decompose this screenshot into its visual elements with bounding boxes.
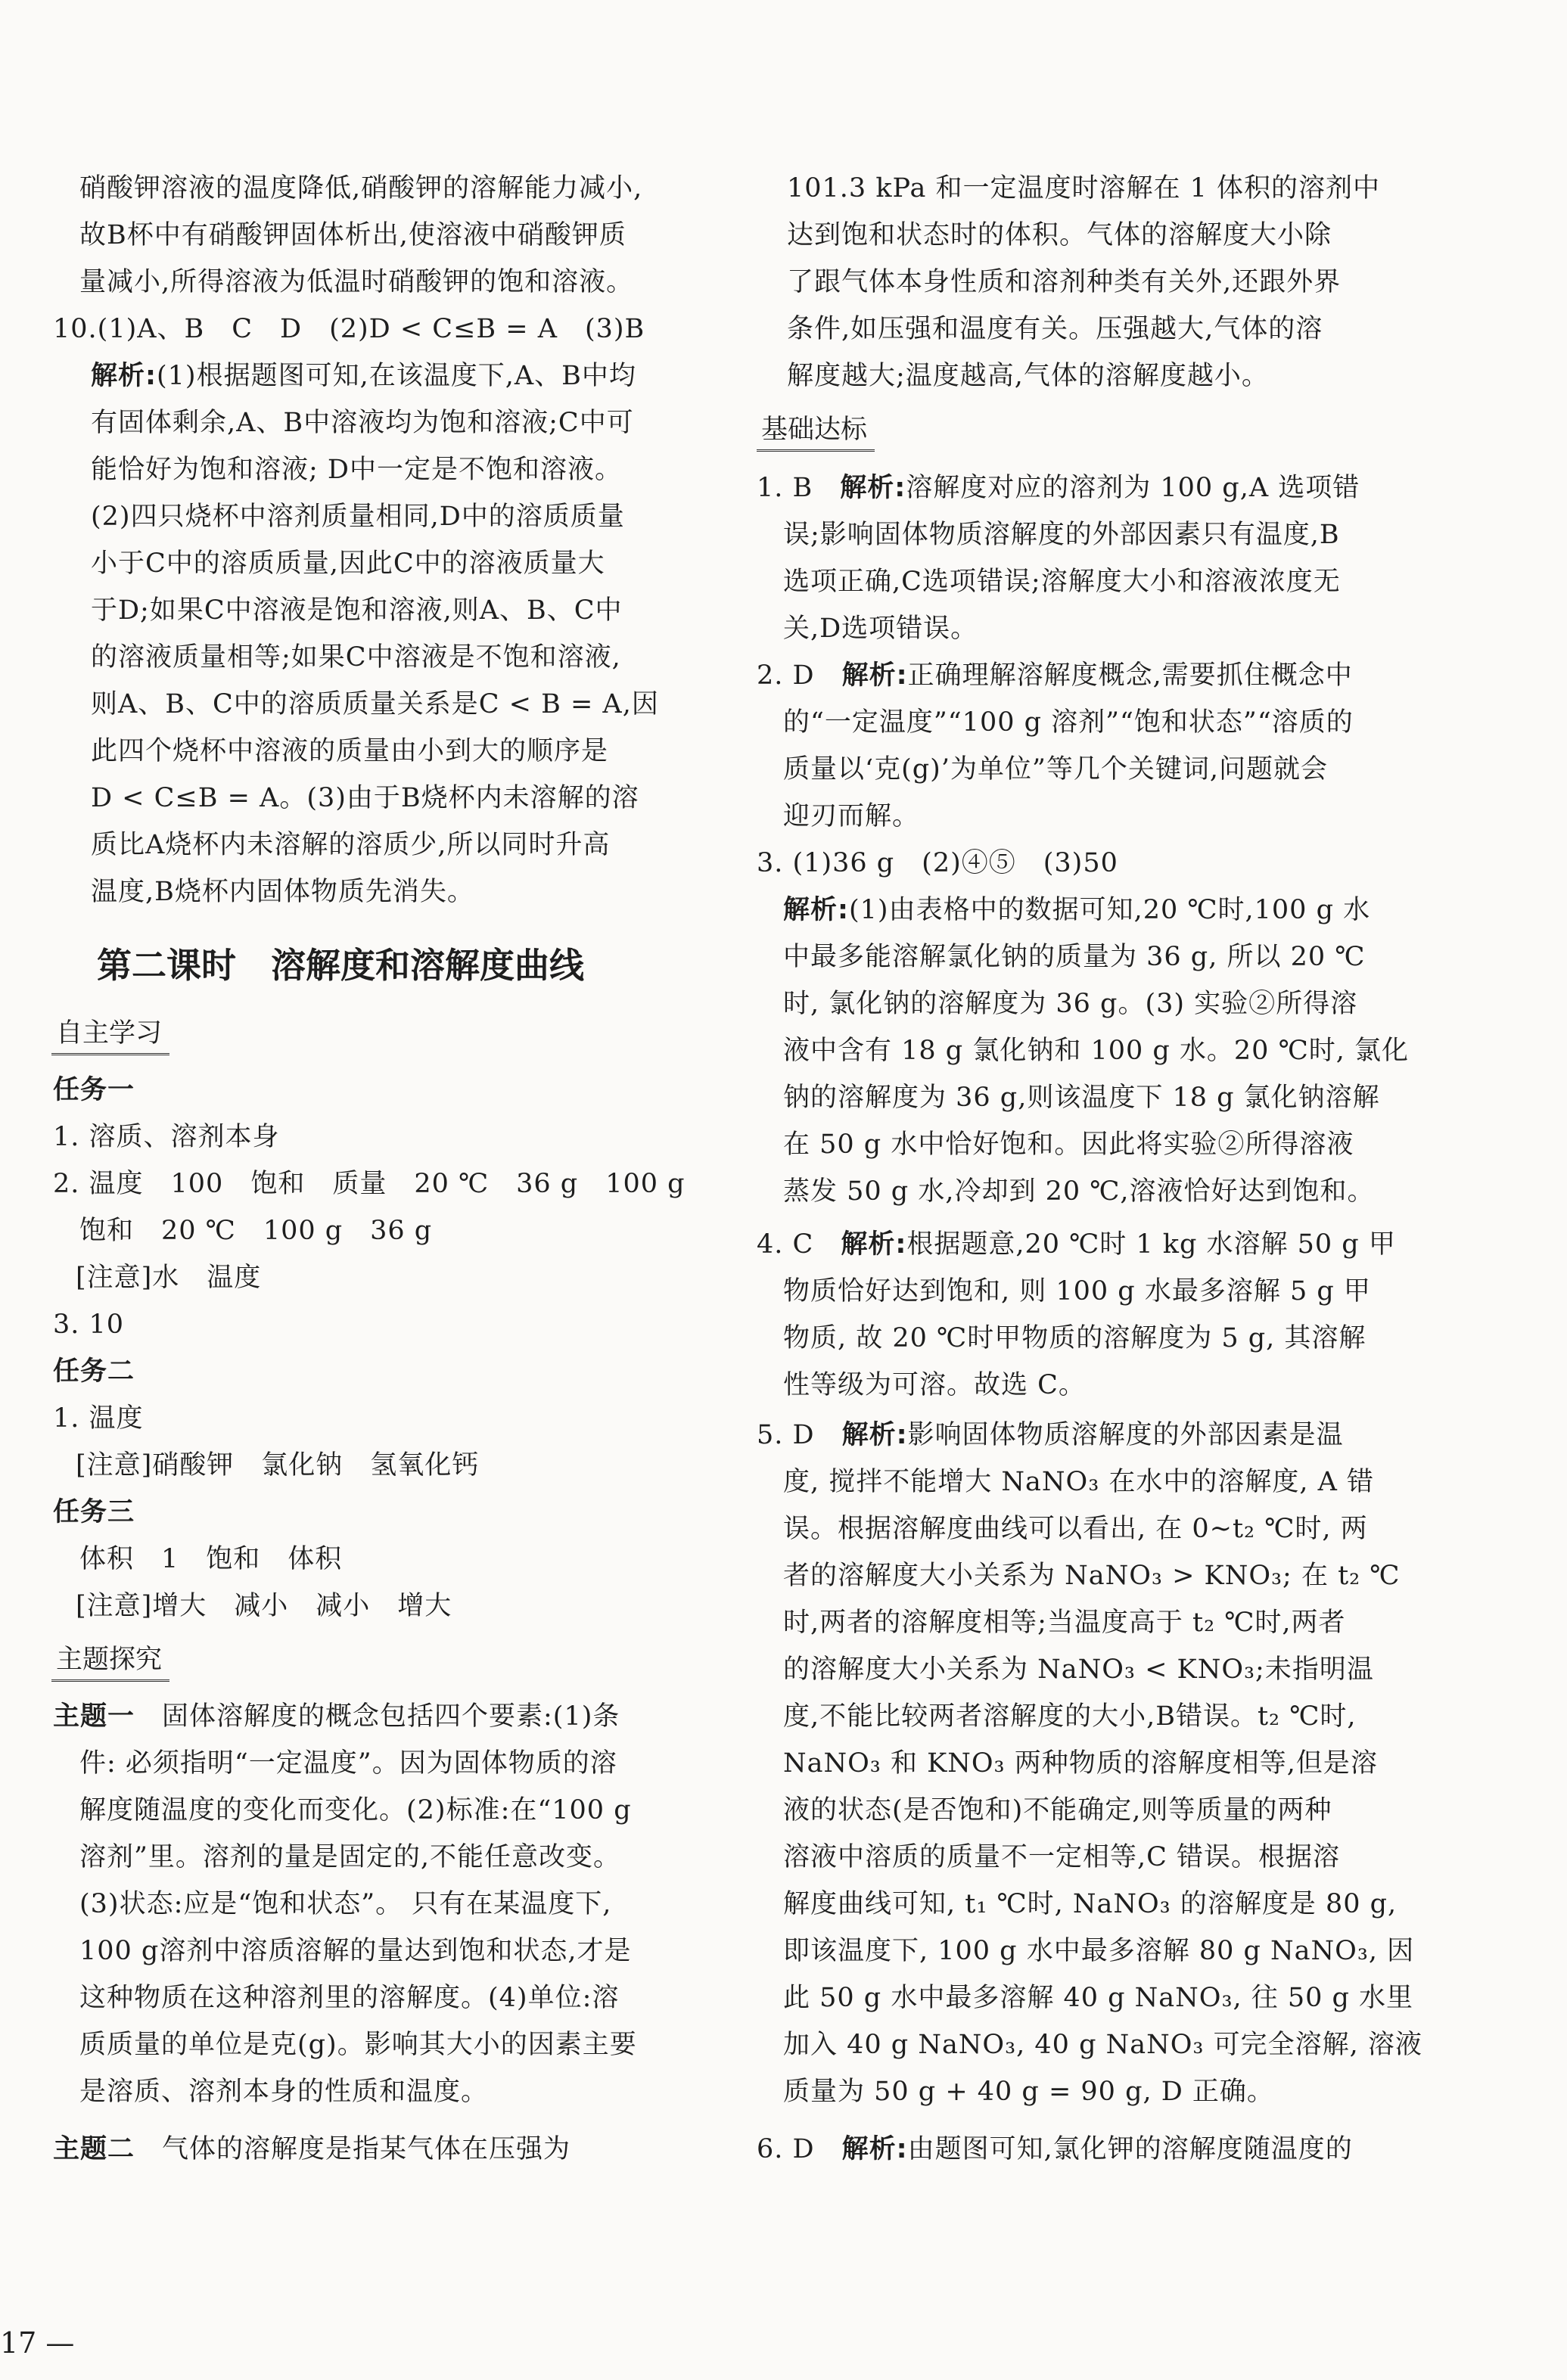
text-line: 根据题意,20 ℃时 1 kg 水溶解 50 g 甲: [906, 1229, 1396, 1260]
q3-analysis: [783, 887, 1370, 934]
text-line: 溶液中溶质的质量不一定相等,C 错误。根据溶: [783, 1842, 1341, 1872]
basic-heading: 基础达标: [757, 410, 875, 452]
text-line: 小于C中的溶质质量,因此C中的溶液质量大: [91, 548, 605, 579]
text-line: 者的溶解度大小关系为 NaNO₃ > KNO₃; 在 t₂ ℃: [783, 1561, 1401, 1591]
text-line: 加入 40 g NaNO₃, 40 g NaNO₃ 可完全溶解, 溶液: [783, 2030, 1422, 2060]
text-line: 这种物质在这种溶剂里的溶解度。(4)单位:溶: [79, 1983, 620, 2013]
topic-label: 主题一: [53, 1701, 135, 1732]
text-line: 溶解度对应的溶剂为 100 g,A 选项错: [906, 473, 1360, 503]
text-line: 2. 温度 100 饱和 质量 20 ℃ 36 g 100 g: [53, 1169, 686, 1199]
text-line: 则A、B、C中的溶质质量关系是C < B = A,因: [91, 689, 659, 719]
text-line: (3)状态:应是“饱和状态”。 只有在某温度下,: [79, 1889, 612, 1919]
text-line: 中最多能溶解氯化钠的质量为 36 g, 所以 20 ℃: [783, 942, 1366, 972]
text-line: 误。根据溶解度曲线可以看出, 在 0~t₂ ℃时, 两: [783, 1514, 1368, 1544]
text-line: 了跟气体本身性质和溶剂种类有关外,还跟外界: [787, 267, 1342, 297]
question-number: 1. B: [757, 473, 841, 503]
text-line: 时,两者的溶解度相等;当温度高于 t₂ ℃时,两者: [783, 1608, 1346, 1638]
text-line: 液中含有 18 g 氯化钠和 100 g 水。20 ℃时, 氯化: [783, 1036, 1409, 1066]
topic-heading: 主题探究: [51, 1640, 169, 1682]
task-heading: 任务三: [53, 1497, 135, 1527]
self-study-heading: 自主学习: [51, 1014, 169, 1055]
text-line: 饱和 20 ℃ 100 g 36 g: [79, 1216, 433, 1246]
text-line: 物质恰好达到饱和, 则 100 g 水最多溶解 5 g 甲: [783, 1276, 1371, 1307]
analysis-label: 解析:: [841, 660, 908, 691]
text-line: 解度越大;温度越高,气体的溶解度越小。: [787, 361, 1269, 391]
topic-two: [53, 2126, 571, 2173]
q3-answer: 3. (1)36 g (2)④⑤ (3)50: [757, 848, 1118, 878]
text-line: 达到饱和状态时的体积。气体的溶解度大小除: [787, 220, 1332, 250]
topic-one: [53, 1693, 620, 1740]
text-line: 质量以‘克(g)’为单位”等几个关键词,问题就会: [783, 754, 1328, 785]
question-number: 2. D: [757, 660, 842, 691]
text-line: 硝酸钾溶液的温度降低,硝酸钾的溶解能力减小,: [79, 173, 643, 204]
note-line: [注意]水 温度: [76, 1263, 262, 1293]
analysis-label: 解析:: [841, 2134, 908, 2164]
q2: [757, 652, 1353, 699]
text-line: 的“一定温度”“100 g 溶剂”“饱和状态”“溶质的: [783, 707, 1354, 738]
page-number: 17 —: [0, 2326, 75, 2360]
text-line: 溶剂”里。溶剂的量是固定的,不能任意改变。: [79, 1842, 621, 1872]
text-line: 量减小,所得溶液为低温时硝酸钾的饱和溶液。: [79, 267, 634, 297]
text-line: D < C≤B = A。(3)由于B烧杯内未溶解的溶: [91, 783, 639, 813]
note-line: [注意]增大 减小 减小 增大: [76, 1591, 452, 1621]
text-line: 101.3 kPa 和一定温度时溶解在 1 体积的溶剂中: [787, 173, 1381, 204]
text-line: 解度曲线可知, t₁ ℃时, NaNO₃ 的溶解度是 80 g,: [783, 1889, 1398, 1919]
task-heading: 任务二: [53, 1356, 135, 1387]
text-line: 3. 10: [53, 1310, 125, 1340]
text-line: (2)四只烧杯中溶剂质量相同,D中的溶质质量: [91, 502, 625, 532]
q5: [757, 1412, 1344, 1459]
text-line: 100 g溶剂中溶质溶解的量达到饱和状态,才是: [79, 1936, 632, 1966]
text-line: 液的状态(是否饱和)不能确定,则等质量的两种: [783, 1795, 1332, 1825]
text-line: 在 50 g 水中恰好饱和。因此将实验②所得溶液: [783, 1129, 1354, 1160]
text-line: 度, 搅拌不能增大 NaNO₃ 在水中的溶解度, A 错: [783, 1467, 1374, 1497]
q10-answer: 10.(1)A、B C D (2)D < C≤B = A (3)B: [53, 314, 645, 344]
text-line: 此四个烧杯中溶液的质量由小到大的顺序是: [91, 736, 609, 766]
text-line: 质质量的单位是克(g)。影响其大小的因素主要: [79, 2030, 637, 2060]
text-line: 蒸发 50 g 水,冷却到 20 ℃,溶液恰好达到饱和。: [783, 1176, 1375, 1207]
text-line: 质比A烧杯内未溶解的溶质少,所以同时升高: [91, 830, 611, 860]
analysis-label: 解析:: [840, 473, 906, 503]
text-line: 影响固体物质溶解度的外部因素是温: [907, 1420, 1344, 1450]
analysis-label: 解析:: [841, 1229, 907, 1260]
question-number: 4. C: [757, 1229, 841, 1260]
text-line: NaNO₃ 和 KNO₃ 两种物质的溶解度相等,但是溶: [783, 1748, 1378, 1779]
task-heading: 任务一: [53, 1075, 135, 1105]
note-line: [注意]硝酸钾 氯化钠 氢氧化钙: [76, 1450, 480, 1481]
text-line: 此 50 g 水中最多溶解 40 g NaNO₃, 往 50 g 水里: [783, 1983, 1414, 2013]
text-line: (1)由表格中的数据可知,20 ℃时,100 g 水: [849, 895, 1371, 925]
text-line: 1. 温度: [53, 1403, 144, 1434]
text-line: 关,D选项错误。: [783, 614, 978, 644]
question-number: 5. D: [757, 1420, 842, 1450]
text-line: 选项正确,C选项错误;溶解度大小和溶液浓度无: [783, 567, 1341, 597]
text-line: 气体的溶解度是指某气体在压强为: [135, 2134, 571, 2164]
analysis-label: 解析:: [91, 361, 157, 391]
topic-label: 主题二: [53, 2134, 135, 2164]
text-line: 固体溶解度的概念包括四个要素:(1)条: [135, 1701, 620, 1732]
text-line: 的溶液质量相等;如果C中溶液是不饱和溶液,: [91, 642, 621, 673]
text-line: 误;影响固体物质溶解度的外部因素只有温度,B: [783, 520, 1340, 550]
text-line: 解度随温度的变化而变化。(2)标准:在“100 g: [79, 1795, 632, 1825]
section-title: 第二课时 溶解度和溶解度曲线: [97, 945, 584, 986]
text-line: 的溶解度大小关系为 NaNO₃ < KNO₃;未指明温: [783, 1655, 1374, 1685]
q1: [757, 465, 1360, 511]
text-line: 有固体剩余,A、B中溶液均为饱和溶液;C中可: [91, 408, 634, 438]
q6: [757, 2126, 1353, 2173]
text-line: 1. 溶质、溶剂本身: [53, 1122, 280, 1152]
analysis-label: 解析:: [841, 1420, 908, 1450]
q4: [757, 1221, 1396, 1268]
text-line: 故B杯中有硝酸钾固体析出,使溶液中硝酸钾质: [79, 220, 626, 250]
text-line: 正确理解溶解度概念,需要抓住概念中: [907, 660, 1353, 691]
text-line: 件: 必须指明“一定温度”。因为固体物质的溶: [79, 1748, 617, 1779]
text-line: 是溶质、溶剂本身的性质和温度。: [79, 2077, 489, 2107]
text-line: 度,不能比较两者溶解度的大小,B错误。t₂ ℃时,: [783, 1701, 1357, 1732]
text-line: 钠的溶解度为 36 g,则该温度下 18 g 氯化钠溶解: [783, 1083, 1380, 1113]
text-line: 迎刃而解。: [783, 801, 920, 831]
text-line: (1)根据题图可知,在该温度下,A、B中均: [157, 361, 636, 391]
question-number: 6. D: [757, 2134, 842, 2164]
text-line: 性等级为可溶。故选 C。: [783, 1370, 1086, 1400]
text-line: 温度,B烧杯内固体物质先消失。: [91, 877, 474, 907]
q10-analysis: [91, 353, 636, 399]
analysis-label: 解析:: [783, 895, 849, 925]
text-line: 即该温度下, 100 g 水中最多溶解 80 g NaNO₃, 因: [783, 1936, 1415, 1966]
text-line: 能恰好为饱和溶液; D中一定是不饱和溶液。: [91, 455, 622, 485]
text-line: 物质, 故 20 ℃时甲物质的溶解度为 5 g, 其溶解: [783, 1323, 1366, 1353]
text-line: 体积 1 饱和 体积: [79, 1544, 343, 1574]
text-line: 条件,如压强和温度有关。压强越大,气体的溶: [787, 314, 1323, 344]
text-line: 由题图可知,氯化钾的溶解度随温度的: [907, 2134, 1353, 2164]
text-line: 时, 氯化钠的溶解度为 36 g。(3) 实验②所得溶: [783, 989, 1358, 1019]
text-line: 于D;如果C中溶液是饱和溶液,则A、B、C中: [91, 595, 623, 626]
text-line: 质量为 50 g + 40 g = 90 g, D 正确。: [783, 2077, 1274, 2107]
